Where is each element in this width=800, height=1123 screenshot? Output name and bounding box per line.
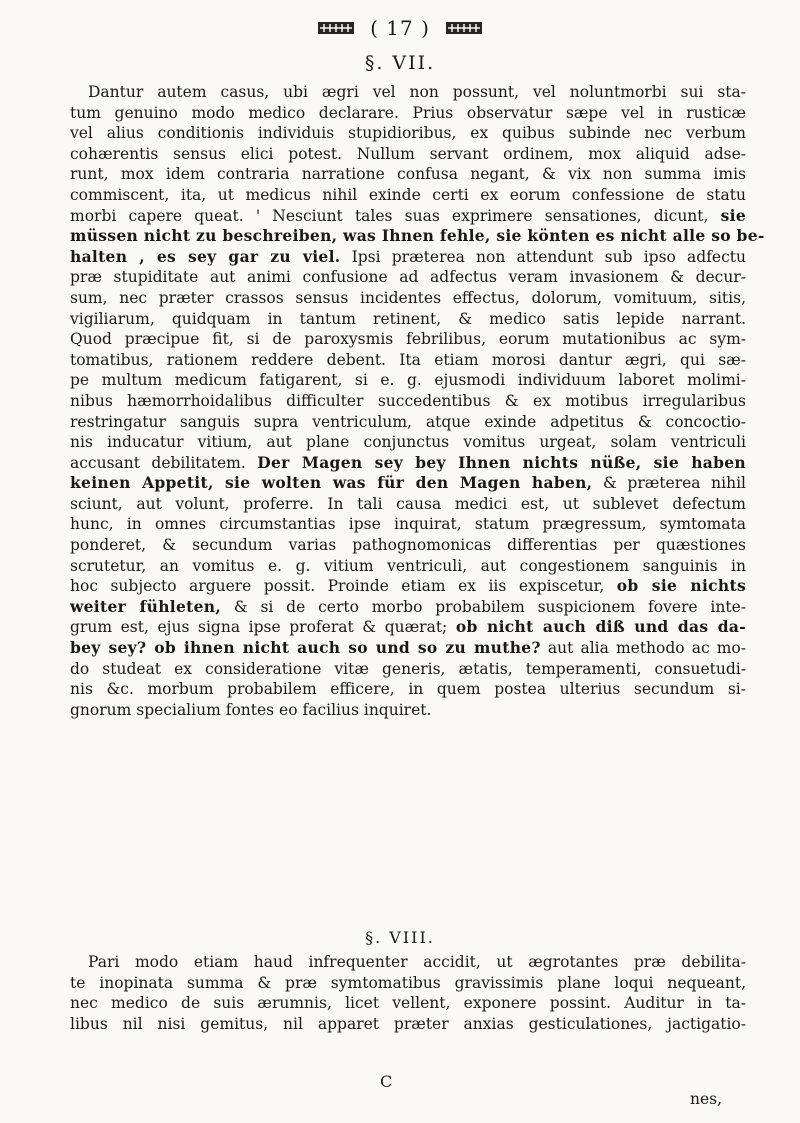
latin-text: restringatur sanguis supra ventriculum, atque exinde adpetitus & concoctio- xyxy=(70,412,746,431)
latin-text: Quod præcipue fit, si de paroxysmis febrilibus, eorum mutationibus ac sym- xyxy=(70,330,746,349)
text-line xyxy=(70,494,746,515)
latin-text: præ stupiditate aut animi confusione ad adfectus veram invasionem & decur- xyxy=(70,268,746,287)
latin-text: hunc, in omnes circumstantias ipse inquirat, statum prægressum, symtomata xyxy=(70,515,746,534)
german-text: halten , es sey gar zu viel. xyxy=(70,246,341,266)
latin-text: te inopinata summa & præ symtomatibus gravissimis plane loqui nequeant, xyxy=(70,973,746,992)
text-line xyxy=(70,432,746,453)
text-line xyxy=(70,144,746,165)
latin-text: sum, nec præter crassos sensus incidentes effectus, dolorum, vomituum, sitis, xyxy=(70,288,746,307)
text-line xyxy=(70,247,746,268)
latin-text: do studeat ex consideratione vitæ generis, ætatis, temperamenti, consuetudi- xyxy=(70,659,746,678)
text-line xyxy=(70,226,765,247)
text-line xyxy=(70,973,746,994)
latin-text: pe multum medicum fatigarent, si e. g. ejusmodi individuum laboret molimi- xyxy=(70,371,746,390)
latin-text: tomatibus, rationem reddere debent. Ita etiam morosi dantur ægri, qui sæ- xyxy=(70,350,746,369)
latin-text: runt, mox idem contraria narratione confusa negant, & vix non summa imis xyxy=(70,165,746,184)
latin-text: libus nil nisi gemitus, nil apparet præter anxias gesticulationes, jactigatio- xyxy=(70,1014,746,1033)
latin-text: grum est, ejus signa ipse proferat & quærat; xyxy=(70,618,456,637)
text-line xyxy=(70,617,746,638)
latin-text: tum genuino modo medico declarare. Prius observatur sæpe vel in rusticæ xyxy=(70,103,746,122)
text-line xyxy=(70,329,746,350)
latin-text: scrutetur, an vomitus e. g. vitium ventriculi, aut congestionem sanguinis in xyxy=(70,556,746,575)
text-line xyxy=(70,638,746,659)
text-line xyxy=(70,556,746,577)
text-line xyxy=(70,206,746,227)
latin-text: commiscent, ita, ut medicus nihil exinde certi ex eorum confessione de statu xyxy=(70,185,746,204)
section-body xyxy=(70,82,765,720)
right-ornament-icon xyxy=(444,19,484,37)
latin-text: nis inducatur vitium, aut plane conjunctus vomitus urgeat, solam ventriculi xyxy=(70,433,746,452)
latin-text: & præterea nihil xyxy=(592,474,746,493)
latin-text: gnorum specialium fontes eo facilius inquiret. xyxy=(70,700,432,719)
latin-text: Pari modo etiam haud infrequenter accidit, ut ægrotantes præ debilita- xyxy=(88,953,746,971)
latin-text: hoc subjecto arguere possit. Proinde etiam ex iis expiscetur, xyxy=(70,577,617,596)
text-line xyxy=(70,514,746,535)
text-line xyxy=(70,123,746,144)
text-line xyxy=(70,659,746,680)
latin-text: ponderet, & secundum varias pathognomonicas differentias per quæstiones xyxy=(70,536,746,555)
text-line xyxy=(70,103,746,124)
section-body xyxy=(70,952,746,1034)
latin-text: cohærentis sensus elici potest. Nullum servant ordinem, mox aliquid adse- xyxy=(70,144,746,163)
german-text: Der Magen sey bey Ihnen nichts nüße, sie haben xyxy=(257,452,746,472)
text-line xyxy=(70,350,746,371)
text-line xyxy=(70,453,746,474)
text-line xyxy=(70,993,746,1014)
text-line xyxy=(70,391,746,412)
text-line xyxy=(70,700,746,721)
german-text: bey sey? ob ihnen nicht auch so und so zu muthe? xyxy=(70,638,541,658)
text-line xyxy=(70,185,746,206)
section-heading: §. VIII. xyxy=(365,928,435,947)
latin-text: accusant debilitatem. xyxy=(70,453,258,472)
text-line xyxy=(70,1014,746,1035)
latin-text: vigiliarum, quidquam in tantum retinent, & medico satis lepide narrant. xyxy=(70,309,746,328)
text-line xyxy=(70,679,746,700)
section-heading: §. VII. xyxy=(364,52,436,74)
german-text: weiter fühleten, xyxy=(70,596,222,616)
latin-text: Dantur autem casus, ubi ægri vel non possunt, vel noluntmorbi sui sta- xyxy=(88,83,746,101)
german-text: müssen nicht zu beschreiben, was Ihnen fehle, sie könten es nicht alle so be- xyxy=(70,226,765,246)
latin-text: & si de certo morbo probabilem suspicionem fovere inte- xyxy=(221,597,746,616)
text-line xyxy=(70,952,746,973)
latin-text: nec medico de suis ærumnis, licet vellent, exponere possint. Auditur in ta- xyxy=(70,994,746,1013)
text-line xyxy=(70,576,746,597)
catchword: nes, xyxy=(690,1090,723,1108)
page-number: ( 17 ) xyxy=(370,16,430,40)
german-text: keinen Appetit, sie wolten was für den Magen haben, xyxy=(70,473,593,493)
text-line xyxy=(70,267,746,288)
latin-text: nibus hæmorrhoidalibus difficulter succedentibus & ex motibus irregularibus xyxy=(70,391,746,410)
latin-text: Ipsi præterea non attendunt sub ipso adfectu xyxy=(340,247,746,266)
signature-mark: C xyxy=(380,1072,393,1091)
latin-text: vel alius conditionis individuis stupidioribus, ex quibus subinde nec verbum xyxy=(70,124,746,143)
german-text: ob nicht auch diß und das da- xyxy=(455,617,746,637)
left-ornament-icon xyxy=(316,19,356,37)
latin-text: sciunt, aut volunt, proferre. In tali causa medici est, ut sublevet defectum xyxy=(70,494,746,513)
latin-text: nis &c. morbum probabilem efficere, in quem postea ulterius secundum si- xyxy=(70,680,746,699)
german-text: ob sie nichts xyxy=(616,576,746,596)
text-line xyxy=(70,535,746,556)
text-line xyxy=(70,309,746,330)
german-text: sie xyxy=(720,205,746,225)
text-line xyxy=(70,288,746,309)
text-line xyxy=(70,82,746,103)
text-line xyxy=(70,473,746,494)
text-line xyxy=(70,412,746,433)
text-line xyxy=(70,164,746,185)
text-line xyxy=(70,370,746,391)
latin-text: morbi capere queat. ' Nesciunt tales suas exprimere sensationes, dicunt, xyxy=(70,206,721,225)
latin-text: aut alia methodo ac mo- xyxy=(540,639,746,658)
text-line xyxy=(70,597,746,618)
page-header xyxy=(0,16,800,40)
